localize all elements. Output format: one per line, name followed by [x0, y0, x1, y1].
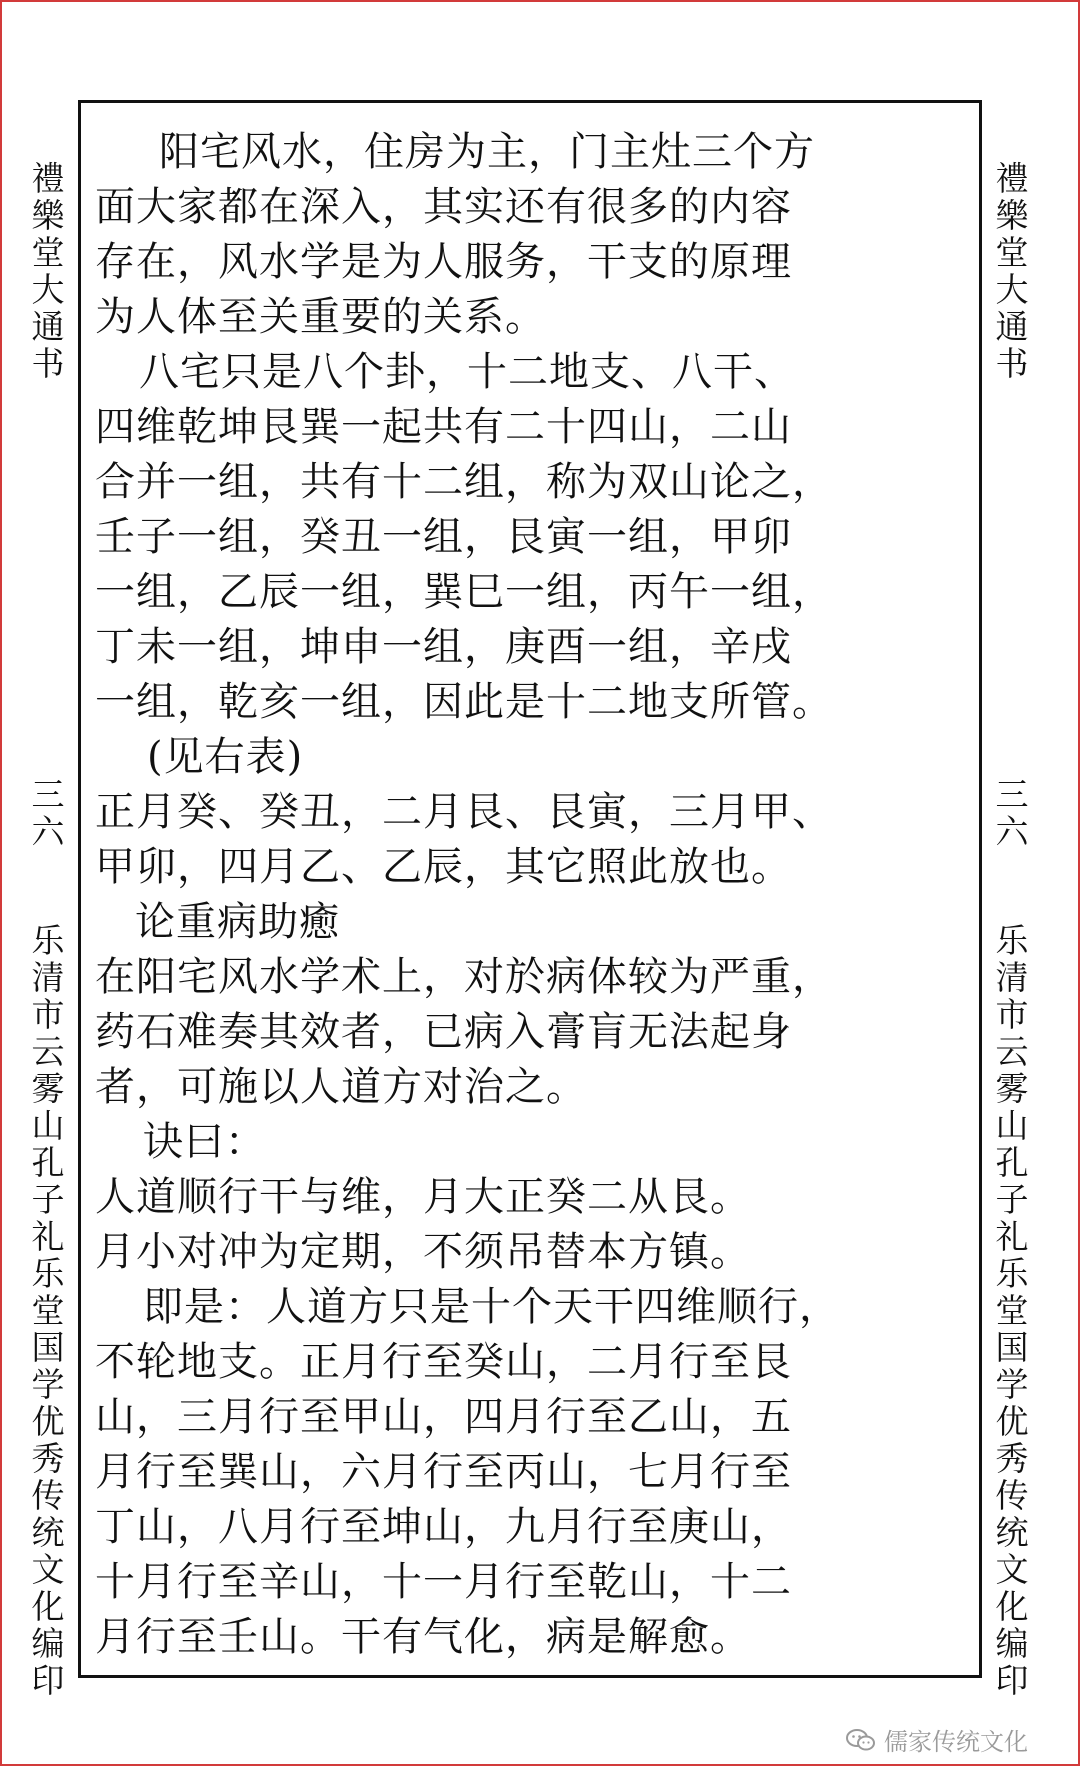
text-line: 正月癸、癸丑，二月艮、艮寅，三月甲、 — [95, 789, 833, 835]
left-header-vertical: 禮 樂 堂 大 通 书 — [31, 159, 65, 383]
text-line: 月小对冲为定期，不须吊替本方镇。 — [95, 1229, 751, 1275]
text-line: 不轮地支。正月行至癸山，二月行至艮 — [95, 1339, 792, 1385]
watermark — [846, 1722, 1028, 1757]
left-page-number: 三 六 — [31, 775, 65, 851]
main-text-frame — [78, 100, 982, 1678]
text-line: 诀曰： — [143, 1119, 266, 1165]
section-heading: 论重病助癒 — [135, 899, 340, 945]
text-line: 一组，乙辰一组，巽巳一组，丙午一组， — [95, 569, 833, 615]
text-line: 壬子一组，癸丑一组，艮寅一组，甲卯 — [95, 514, 792, 560]
text-line: 丁未一组，坤申一组，庚酉一组，辛戌 — [95, 624, 792, 670]
text-line: 为人体至关重要的关系。 — [95, 294, 546, 340]
text-line: 十月行至辛山，十一月行至乾山，十二 — [95, 1559, 792, 1605]
text-line: 八宅只是八个卦，十二地支、八干、 — [139, 349, 795, 395]
text-line: 在阳宅风水学术上，对於病体较为严重， — [95, 954, 833, 1000]
text-line: 丁山，八月行至坤山，九月行至庚山， — [95, 1504, 792, 1550]
text-line: 四维乾坤艮巽一起共有二十四山，二山 — [95, 404, 792, 450]
right-publisher-vertical: 乐 清 市 云 雾 山 孔 子 礼 乐 堂 国 学 优 秀 传 统 文 化 编 印 — [995, 921, 1029, 1700]
text-line: 药石难奏其效者，已病入膏肓无法起身 — [95, 1009, 792, 1055]
text-line: 一组，乾亥一组，因此是十二地支所管。 — [95, 679, 833, 725]
text-line: (见右表) — [147, 734, 304, 780]
body-text — [95, 125, 975, 1665]
text-line: 阳宅风水，住房为主，门主灶三个方 — [159, 129, 815, 175]
wechat-icon — [846, 1728, 876, 1752]
text-line: 面大家都在深入，其实还有很多的内容 — [95, 184, 792, 230]
text-line: 月行至巽山，六月行至丙山，七月行至 — [95, 1449, 792, 1495]
text-line: 甲卯，四月乙、乙辰，其它照此放也。 — [95, 844, 792, 890]
watermark-text: 儒家传统文化 — [884, 1728, 1028, 1756]
text-line: 存在，风水学是为人服务，干支的原理 — [95, 239, 792, 285]
right-page-number: 三 六 — [995, 775, 1029, 851]
text-line: 月行至壬山。干有气化，病是解愈。 — [95, 1614, 751, 1660]
text-line: 人道顺行干与维，月大正癸二从艮。 — [95, 1174, 751, 1220]
text-line: 者，可施以人道方对治之。 — [95, 1064, 587, 1110]
text-line: 山，三月行至甲山，四月行至乙山，五 — [95, 1394, 792, 1440]
text-line: 即是：人道方只是十个天干四维顺行， — [143, 1284, 840, 1330]
right-header-vertical: 禮 樂 堂 大 通 书 — [995, 159, 1029, 383]
left-publisher-vertical: 乐 清 市 云 雾 山 孔 子 礼 乐 堂 国 学 优 秀 传 统 文 化 编 印 — [31, 921, 65, 1700]
text-line: 合并一组，共有十二组，称为双山论之， — [95, 459, 833, 505]
